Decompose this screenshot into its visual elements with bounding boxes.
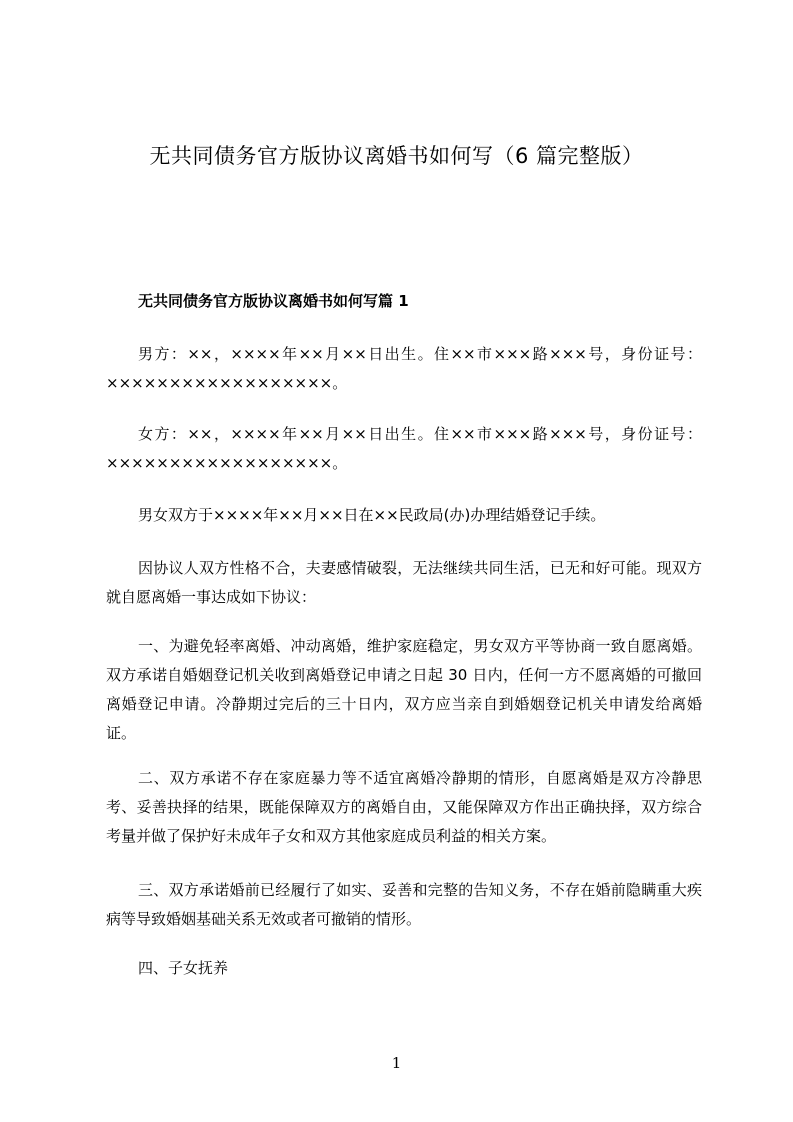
paragraph-clause-2: 二、双方承诺不存在家庭暴力等不适宜离婚冷静期的情形，自愿离婚是双方冷静思考、妥善抉择的结果，既能保障双方的离婚自由，又能保障双方作出正确抉择，双方综合考量并做了保护好未成年子女和双方其他家庭成员利益的相关方案。 <box>106 769 702 845</box>
paragraph-marriage-registration: 男女双方于××××年××月××日在××民政局(办)办理结婚登记手续。 <box>138 506 606 524</box>
paragraph-clause-1: 一、为避免轻率离婚、冲动离婚，维护家庭稳定，男女双方平等协商一致自愿离婚。双方承诺自婚姻登记机关收到离婚登记申请之日起 30 日内，任何一方不愿离婚的可撤回离婚登记申请。冷静期过完后的三十日内，双方应当亲自到婚姻登记机关申请发给离婚证。 <box>106 637 702 742</box>
document-title: 无共同债务官方版协议离婚书如何写（6 篇完整版） <box>149 144 644 168</box>
section-heading: 无共同债务官方版协议离婚书如何写篇 1 <box>138 292 409 310</box>
paragraph-male-party: 男方：××，××××年××月××日出生。住××市×××路×××号，身份证号：××××××××××××××××××。 <box>106 345 702 392</box>
page-number: 1 <box>391 1054 402 1072</box>
paragraph-clause-4-heading: 四、子女抚养 <box>138 959 229 977</box>
paragraph-female-party: 女方：××，××××年××月××日出生。住××市×××路×××号，身份证号：××××××××××××××××××。 <box>106 425 702 472</box>
paragraph-clause-3: 三、双方承诺婚前已经履行了如实、妥善和完整的告知义务，不存在婚前隐瞒重大疾病等导致婚姻基础关系无效或者可撤销的情形。 <box>106 881 702 928</box>
paragraph-divorce-reason: 因协议人双方性格不合，夫妻感情破裂，无法继续共同生活，已无和好可能。现双方就自愿离婚一事达成如下协议： <box>106 559 702 606</box>
